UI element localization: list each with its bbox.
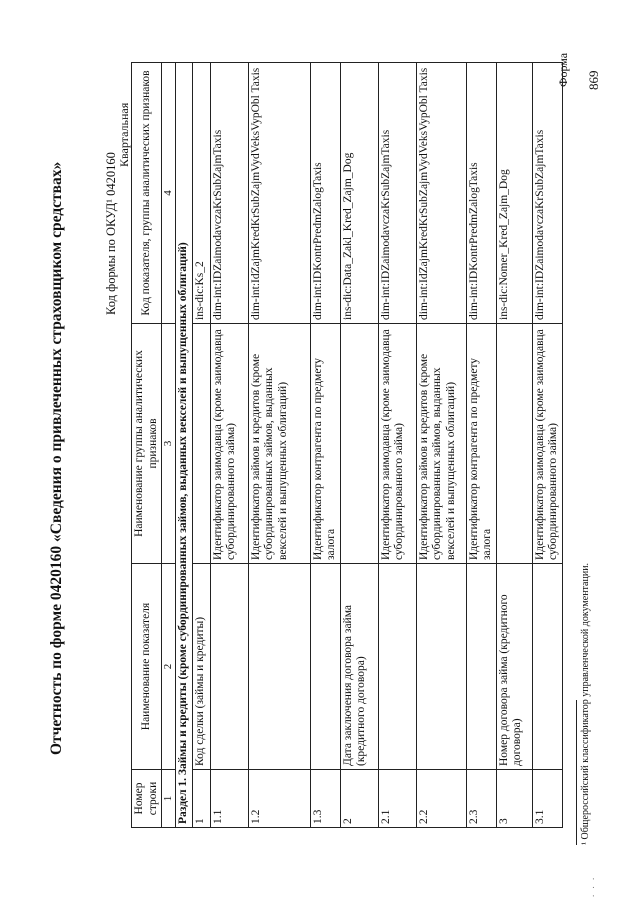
cell-num: 2 [340, 770, 378, 828]
cell-group: Идентификатор займов и кредитов (кроме субординированных займов, выданных векселей и выпущенных облигаций) [248, 324, 310, 564]
cell-num: 1 [192, 770, 210, 828]
cell-num: 2.2 [416, 770, 466, 828]
table-row [340, 63, 378, 828]
cell-num: 3 [496, 770, 532, 828]
cell-code: dim-int:IdZajmKredKrSubZajmVydVeksVypObl Taxis [248, 63, 310, 324]
header-cell: Наименование показателя [132, 564, 162, 770]
section-title: Раздел 1. Займы и кредиты (кроме субординированных займов, выданных векселей и выпущенных облигаций) [176, 63, 193, 828]
table-row [496, 63, 532, 828]
footnote-divider [576, 700, 577, 845]
cell-name: Номер договора займа (кредитного договора) [496, 564, 532, 770]
table-row [416, 63, 466, 828]
cell-group: Идентификатор заимодавца (кроме заимодавца субординированного займа) [378, 324, 416, 564]
section-row [176, 63, 193, 828]
table-row [192, 63, 210, 828]
cell-num: 2.1 [378, 770, 416, 828]
page-title: Отчетность по форме 0420160 «Сведения о привлеченных страховщиком средствах» [48, 161, 65, 755]
table-body [132, 63, 563, 828]
cell-group: Идентификатор заимодавца (кроме заимодавца субординированного займа) [532, 324, 562, 564]
cell-num: 1.2 [248, 770, 310, 828]
cell-name: Дата заключения договора займа (кредитного договора) [340, 564, 378, 770]
cell-num: 1.1 [210, 770, 248, 828]
column-number: 1 [162, 770, 176, 828]
cell-name [378, 564, 416, 770]
cell-name [532, 564, 562, 770]
header-cell: Код показателя, группы аналитических признаков [132, 63, 162, 324]
page-number: 869 [586, 70, 601, 90]
cell-num: 2.3 [466, 770, 496, 828]
table-row [310, 63, 340, 828]
cell-code: dim-int:IDZaimodavczaKrSubZajmTaxis [532, 63, 562, 324]
table-row [466, 63, 496, 828]
cell-group: Идентификатор контрагента по предмету залога [466, 324, 496, 564]
table-row [248, 63, 310, 828]
indicator-table [131, 62, 563, 828]
cell-group [192, 324, 210, 564]
cell-name [210, 564, 248, 770]
table-row [210, 63, 248, 828]
okud-period: Квартальная [117, 102, 131, 167]
cell-code: dim-int:IDKontrPredmZalogTaxis [466, 63, 496, 324]
cell-name [310, 564, 340, 770]
cell-num: 3.1 [532, 770, 562, 828]
footnote: ¹ Общероссийский классификатор управленческой документации. [580, 562, 591, 845]
column-number: 4 [162, 63, 176, 324]
cell-code: dim-int:IdZajmKredKrSubZajmVydVeksVypObl Taxis [416, 63, 466, 324]
column-number: 2 [162, 564, 176, 770]
cell-code: ins-dic:Nomer_Kred_Zajm_Dog [496, 63, 532, 324]
cell-group: Идентификатор заимодавца (кроме заимодавца субординированного займа) [210, 324, 248, 564]
okud-code-line: Код формы по ОКУД¹ 0420160 [104, 152, 118, 315]
cell-group [496, 324, 532, 564]
cell-group [340, 324, 378, 564]
cell-code: dim-int:IDKontrPredmZalogTaxis [310, 63, 340, 324]
column-number: 3 [162, 324, 176, 564]
table-row [532, 63, 562, 828]
cell-code: ins-dic:Ks_2 [192, 63, 210, 324]
header-cell: Номер строки [132, 770, 162, 828]
cell-name [416, 564, 466, 770]
cell-code: ins-dic:Data_Zakl_Kred_Zajm_Dog [340, 63, 378, 324]
cell-code: dim-int:IDZaimodavczaKrSubZajmTaxis [378, 63, 416, 324]
margin-marks: . . . [586, 875, 596, 897]
cell-group: Идентификатор контрагента по предмету залога [310, 324, 340, 564]
cell-num: 1.3 [310, 770, 340, 828]
cell-code: dim-int:IDZaimodavczaKrSubZajmTaxis [210, 63, 248, 324]
column-number-row [162, 63, 176, 828]
form-label: Форма [556, 52, 570, 87]
header-row [132, 63, 162, 828]
table-row [378, 63, 416, 828]
cell-name [466, 564, 496, 770]
cell-name [248, 564, 310, 770]
header-cell: Наименование группы аналитических признаков [132, 324, 162, 564]
cell-name: Код сделки (займы и кредиты) [192, 564, 210, 770]
cell-group: Идентификатор займов и кредитов (кроме субординированных займов, выданных векселей и выпущенных облигаций) [416, 324, 466, 564]
